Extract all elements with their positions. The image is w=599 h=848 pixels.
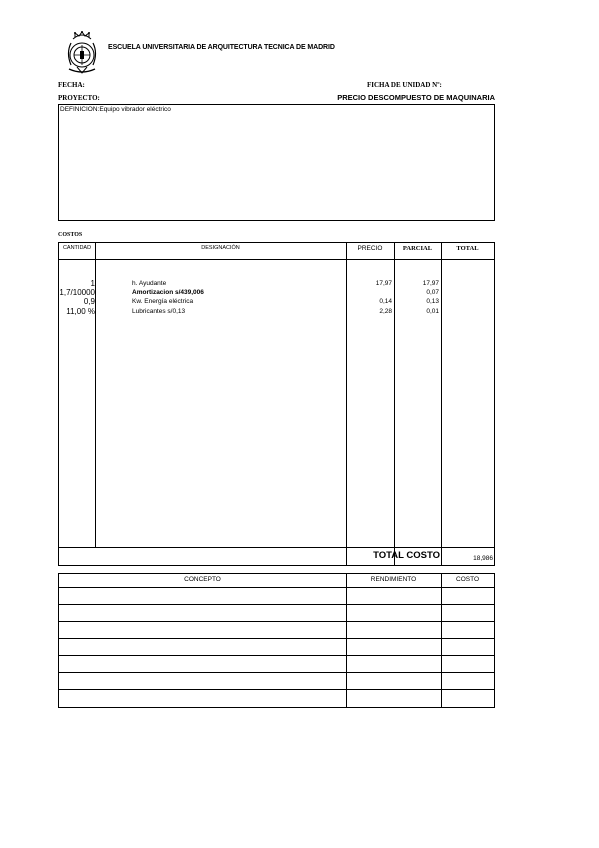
concepto-table <box>58 573 495 708</box>
row-divider <box>59 672 494 673</box>
row-divider <box>59 689 494 690</box>
row-1-designacion: h. Ayudante <box>132 280 167 287</box>
col-divider <box>346 243 347 565</box>
col-divider <box>441 574 442 707</box>
document-title: PRECIO DESCOMPUESTO DE MAQUINARIA <box>337 93 495 102</box>
costos-table <box>58 242 495 566</box>
col-header-rendimiento: RENDIMIENTO <box>370 576 417 583</box>
col-header-total: TOTAL <box>456 245 479 252</box>
total-costo-label: TOTAL COSTO <box>373 550 440 561</box>
row-4-designacion: Lubricantes s/0,13 <box>132 308 186 315</box>
col-header-costo: COSTO <box>456 576 479 583</box>
row-3-parcial: 0,13 <box>426 298 439 305</box>
definicion-text: DEFINICION:Equipo vibrador eléctrico <box>60 106 171 113</box>
row-2-parcial: 0,07 <box>426 289 439 296</box>
costos-label: COSTOS <box>58 232 83 238</box>
row-4-cantidad: 11,00 % <box>66 307 95 316</box>
col-divider <box>441 243 442 565</box>
footer-divider <box>59 547 494 548</box>
row-4-precio: 2,28 <box>379 308 392 315</box>
row-3-cantidad: 0,9 <box>83 297 95 306</box>
row-3-precio: 0,14 <box>379 298 392 305</box>
proyecto-label: PROYECTO: <box>58 94 100 102</box>
col-header-cantidad: CANTIDAD <box>62 245 92 251</box>
row-1-parcial: 17,97 <box>422 280 439 287</box>
row-divider <box>59 655 494 656</box>
col-header-parcial: PARCIAL <box>402 245 433 252</box>
row-divider <box>59 638 494 639</box>
row-1-cantidad: 1 <box>90 279 95 288</box>
row-divider <box>59 621 494 622</box>
row-1-precio: 17,97 <box>375 280 392 287</box>
fecha-label: FECHA: <box>58 81 85 89</box>
row-divider <box>59 587 494 588</box>
definicion-box <box>58 104 495 221</box>
col-divider <box>95 243 96 547</box>
row-2-designacion: Amortizacion s/439,006 <box>132 289 204 296</box>
row-4-parcial: 0,01 <box>426 308 439 315</box>
row-2-cantidad: 1,7/10000 <box>59 288 95 297</box>
school-name: ESCUELA UNIVERSITARIA DE ARQUITECTURA TECNICA DE MADRID <box>108 44 335 51</box>
col-header-designacion: DESIGNACIÓN <box>201 245 240 251</box>
row-3-designacion: Kw. Energía eléctrica <box>132 298 194 305</box>
col-header-concepto: CONCEPTO <box>184 576 221 583</box>
row-divider <box>59 604 494 605</box>
col-header-precio: PRECIO <box>357 245 383 252</box>
school-crest-logo <box>63 29 101 75</box>
header-divider <box>59 259 494 260</box>
ficha-unidad-label: FICHA DE UNIDAD Nº: <box>367 81 442 89</box>
total-costo-value: 18,986 <box>473 555 493 562</box>
col-divider <box>346 574 347 707</box>
